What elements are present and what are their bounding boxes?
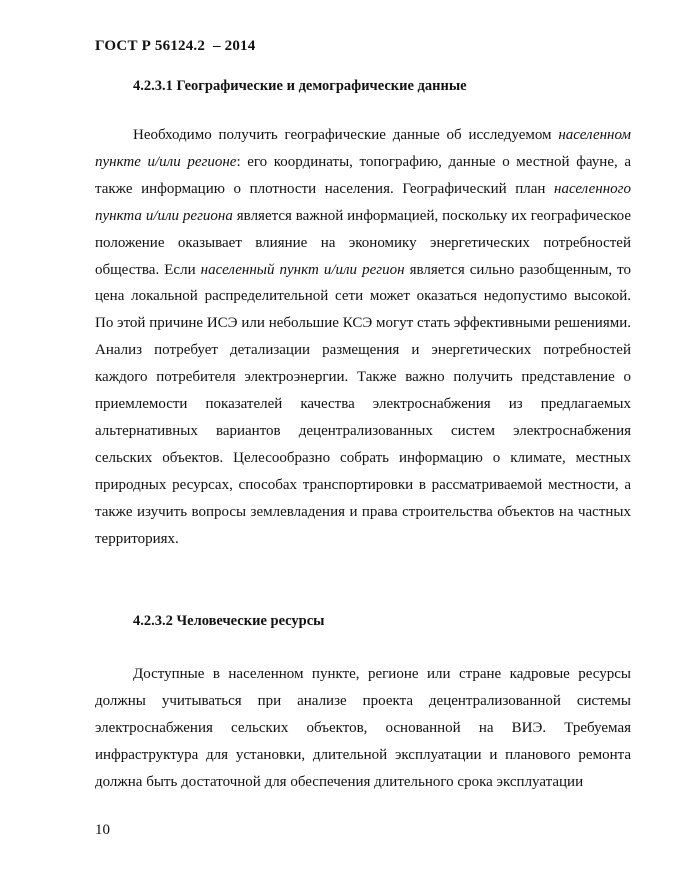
italic-term: населенном пункте и/или регионе xyxy=(95,127,631,170)
italic-term: населенный пункт и/или регион xyxy=(200,261,405,278)
italic-term: населенного пункта и/или региона xyxy=(95,180,631,224)
paragraph-human-resources: Доступные в населенном пункте, регионе или стране кадровые ресурсы должны учитываться при анализе проекта децентрализованной системы электроснабжения сельских объектов, основанной на ВИЭ. Требуемая инфраструктура для установки, длительной эксплуатации и планового ремонта должна быть достаточной для обеспечения длительного срока эксплуатации xyxy=(95,666,631,790)
text-run: является сильно разобщенным, то цена локальной распределительной сети может оказаться недопустимо высокой. По этой причине ИСЭ или небольшие КСЭ могут стать эффективными решениями. Анализ потребует детализации размещения и энергетических потребностей каждого потребителя электроэнергии. Также важно получить представление о приемлемости показателей качества электроснабжения из предлагаемых альтернативных вариантов децентрализованных систем электроснабжения сельских объектов. Целесообразно собрать информацию о климате, местных природных ресурсах, способах транспортировки в рассматриваемой местности, а также изучить вопросы землевладения и права строительства объектов на частных территориях. xyxy=(95,261,631,547)
page-number: 10 xyxy=(95,822,110,838)
section-heading-human-resources: 4.2.3.2 Человеческие ресурсы xyxy=(133,613,325,629)
text-run: является важной информацией, поскольку их географическое положение оказывает влияние на экономику энергетических потребностей общества. Если xyxy=(95,207,631,278)
paragraph-geographic-data xyxy=(95,122,631,553)
text-run: Необходимо получить географические данные об исследуемом xyxy=(133,127,559,143)
text-run: : его координаты, топографию, данные о местной фауне, а также информацию о плотности населения. Географический план xyxy=(95,153,631,197)
section-heading-geographic: 4.2.3.1 Географические и демографические данные xyxy=(133,78,467,94)
document-header: ГОСТ Р 56124.2 – 2014 xyxy=(95,38,256,54)
